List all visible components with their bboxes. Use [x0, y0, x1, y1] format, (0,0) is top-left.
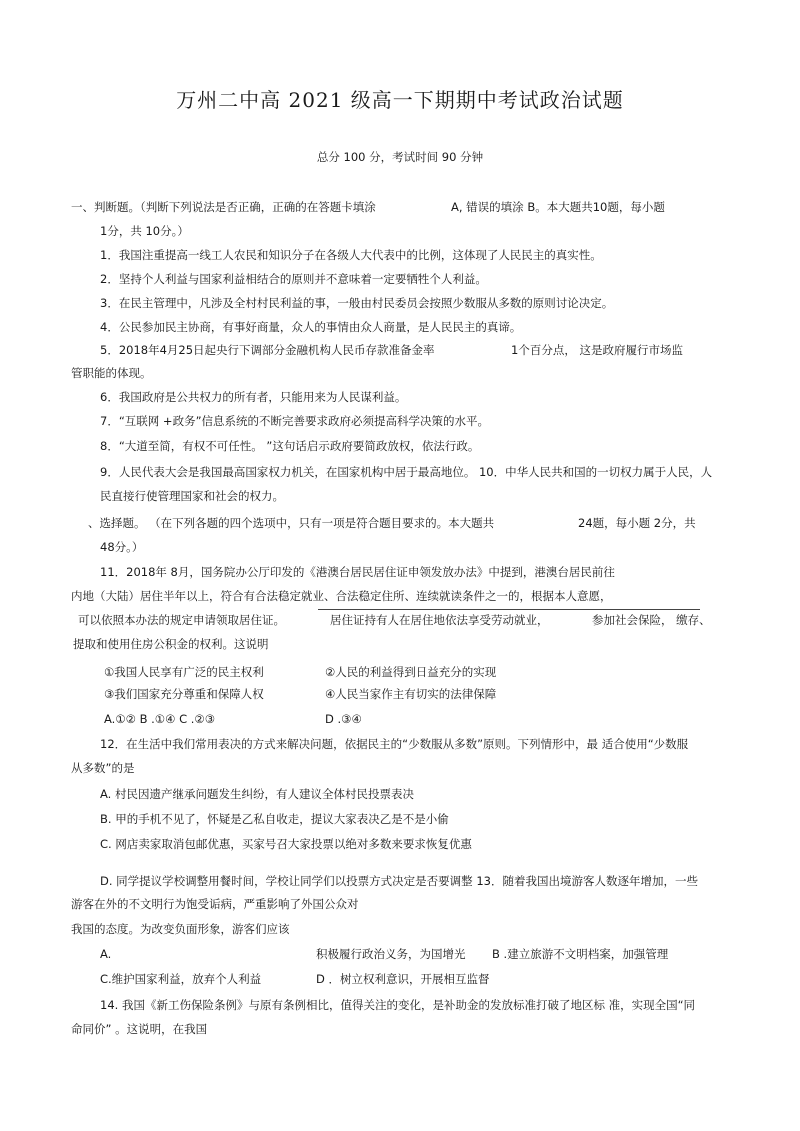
- question-11-line3-mid: 居住证持有人在居住地依法享受劳动就业，: [330, 613, 549, 627]
- question-11-option-1: ①我国人民享有广泛的民主权利: [104, 665, 264, 679]
- question-12-option-a: A. 村民因遗产继承问题发生纠纷，有人建议全体村民投票表决: [100, 787, 414, 801]
- question-11-option-3: ③我们国家充分尊重和保障人权: [104, 687, 264, 701]
- question-14: 14. 我国《新工伤保险条例》与原有条例相比，值得关注的变化，是补助金的发放标准打破了地区标 准，实现全国“同: [100, 998, 696, 1012]
- question-13-option-d: D ．树立权利意识，开展相互监督: [316, 972, 490, 986]
- question-11-line3-end: 参加社会保险， 缴存、: [592, 613, 711, 627]
- question-13-option-c: C.维护国家利益，放弃个人利益: [100, 972, 262, 986]
- question-12-option-b: B. 甲的手机不见了，怀疑是乙私自收走，提议大家表决乙是不是小偷: [100, 812, 449, 826]
- question-8: 8．“大道至简，有权不可任性。 ”这句话启示政府要简政放权，依法行政。: [100, 439, 480, 453]
- question-11: 11．2018年 8月，国务院办公厅印发的《港澳台居民居住证申领发放办法》中提到，港澳台居民前往: [100, 565, 615, 579]
- question-12-option-c: C. 网店卖家取消包邮优惠，买家号召大家投票以绝对多数来要求恢复优惠: [100, 837, 472, 851]
- question-7: 7．“互联网 +政务”信息系统的不断完善要求政府必须提高科学决策的水平。: [100, 414, 490, 428]
- question-5-tail: 管职能的体现。: [71, 366, 152, 380]
- section1-header-cont: A, 错误的填涂 B。本大题共10题，每小题: [451, 200, 665, 214]
- exam-subtitle: 总分 100 分，考试时间 90 分钟: [316, 150, 484, 164]
- question-11-line2: 内地（大陆）居住半年以上，符合有合法稳定就业、合法稳定住所、连续就读条件之一的，根据本人意愿，: [71, 589, 612, 603]
- question-11-line4: 提取和使用住房公积金的权利。这说明: [73, 637, 269, 651]
- question-13-line2: 游客在外的不文明行为饱受诟病，严重影响了外国公众对: [71, 897, 359, 911]
- question-4: 4．公民参加民主协商，有事好商量，众人的事情由众人商量，是人民民主的真谛。: [100, 320, 522, 334]
- question-11-option-4: ④人民当家作主有切实的法律保障: [325, 687, 497, 701]
- question-14-line2: 命同价” 。这说明，在我国: [71, 1022, 208, 1036]
- section2-header-score: 48分。）: [100, 540, 144, 554]
- question-6: 6．我国政府是公共权力的所有者，只能用来为人民谋利益。: [100, 390, 407, 404]
- question-10-tail: 民直接行使管理国家和社会的权力。: [100, 489, 284, 503]
- question-1: 1．我国注重提高一线工人农民和知识分子在各级人大代表中的比例，这体现了人民民主的真实性。: [100, 248, 602, 262]
- question-5: 5．2018年4月25日起央行下调部分金融机构人民币存款准备金率: [100, 343, 435, 357]
- question-13-line3: 我国的态度。为改变负面形象，游客们应该: [71, 922, 290, 936]
- question-11-option-2: ②人民的利益得到日益充分的实现: [325, 665, 497, 679]
- question-13-option-a: 积极履行政治义务，为国增光: [316, 947, 466, 961]
- question-3: 3．在民主管理中，凡涉及全村村民利益的事，一般由村民委员会按照少数服从多数的原则讨论决定。: [100, 296, 614, 310]
- question-13-option-a-label: A.: [100, 947, 112, 961]
- section2-header-cont: 24题，每小题 2分，共: [578, 516, 696, 530]
- question-5-cont: 1个百分点， 这是政府履行市场监: [511, 343, 683, 357]
- section1-header-score: 1分，共 10分。）: [100, 224, 189, 238]
- question-12-line2: 从多数”的是: [71, 761, 135, 775]
- question-11-answer-d: D .③④: [325, 712, 362, 726]
- question-11-answers: A.①② B .①④ C .②③: [104, 712, 216, 726]
- question-9-10: 9．人民代表大会是我国最高国家权力机关，在国家机构中居于最高地位。 10．中华人民共和国的一切权力属于人民，人: [100, 465, 713, 479]
- underline-rule: [318, 609, 700, 610]
- section2-header: 、选择题。 （在下列各题的四个选项中，只有一项是符合题目要求的。本大题共: [88, 516, 495, 530]
- question-12-option-d: D. 同学提议学校调整用餐时间，学校让同学们以投票方式决定是否要调整 13．随着我国出境游客人数逐年增加，一些: [100, 874, 698, 888]
- question-12: 12．在生活中我们常用表决的方式来解决问题，依据民主的“少数服从多数”原则。下列情形中，最 适合使用“少数服: [100, 737, 689, 751]
- question-2: 2．坚持个人利益与国家利益相结合的原则并不意味着一定要牺牲个人利益。: [100, 272, 487, 286]
- question-13-option-b: B .建立旅游不文明档案，加强管理: [492, 947, 669, 961]
- question-11-line3: 可以依照本办法的规定申请领取居住证。: [78, 613, 285, 627]
- section1-header: 一、判断题。（判断下列说法是否正确，正确的在答题卡填涂: [71, 200, 376, 214]
- exam-title: 万州二中高 2021 级高一下期期中考试政治试题: [176, 88, 624, 112]
